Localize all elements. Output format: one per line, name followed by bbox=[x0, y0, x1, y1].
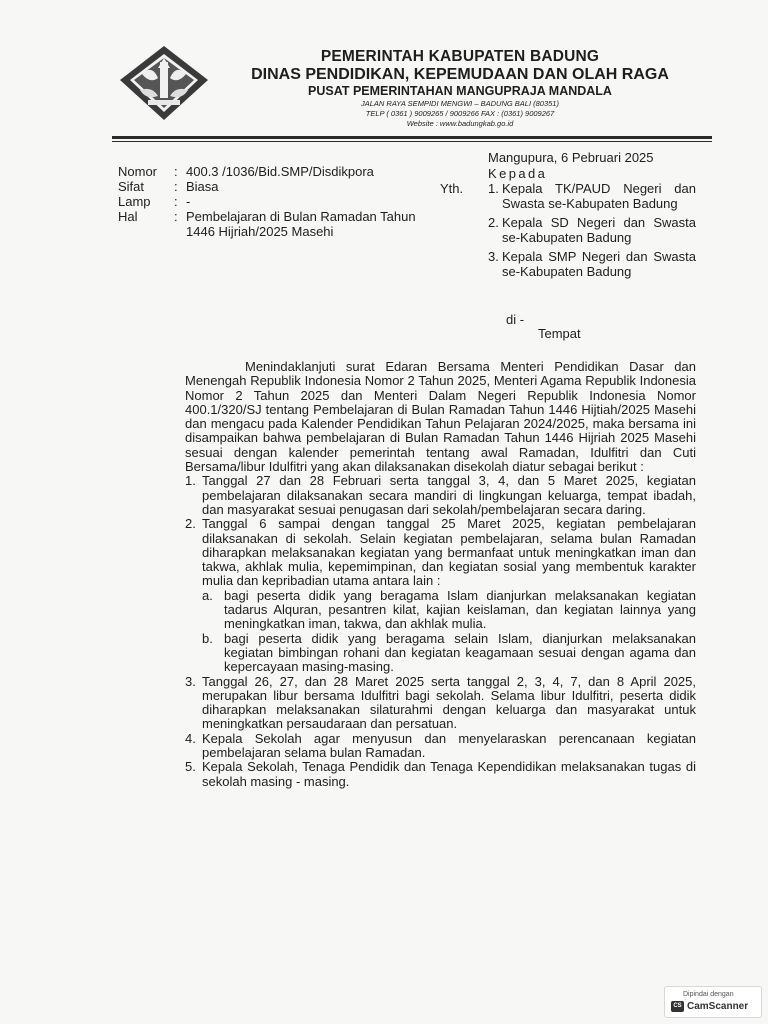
item-text: Tanggal 26, 27, dan 28 Maret 2025 serta tanggal 2, 3, 4, 7, dan 8 April 2025, merupakan libur bersama Idulfitri bagi sekolah. Selama libur Idulfitri, peserta didik diharapkan melaksanakan silaturahmi dengan keluarga dan masyarakat untuk meningkatkan persaudaraan dan persatuan. bbox=[202, 673, 696, 732]
item-number: 1. bbox=[185, 473, 196, 489]
list-item bbox=[185, 675, 696, 732]
meta-value: 400.3 /1036/Bid.SMP/Disdikpora bbox=[186, 164, 374, 179]
letter-meta bbox=[118, 164, 456, 239]
list-item bbox=[488, 215, 696, 245]
list-item bbox=[202, 589, 696, 632]
recipient-number: 1. bbox=[488, 181, 499, 196]
letterhead-government: PEMERINTAH KABUPATEN BADUNG bbox=[320, 48, 600, 65]
meta-key: Nomor bbox=[118, 164, 158, 179]
recipient-number: 2. bbox=[488, 215, 499, 230]
letterhead-phone: TELP ( 0361 ) 9009265 / 9009266 FAX : (0361) 9009267 bbox=[365, 109, 555, 118]
meta-value: Pembelajaran di Bulan Ramadan Tahun 1446 Hijriah/2025 Masehi bbox=[186, 209, 416, 239]
meta-row-nomor bbox=[118, 164, 456, 179]
item-text: Tanggal 6 sampai dengan tanggal 25 Maret 2025, kegiatan pembelajaran dilaksanakan di sekolah. Selain kegiatan pembelajaran, selama bulan Ramadan diharapkan melaksanakan kegiatan yang bermanfaat untuk meningkatkan iman dan takwa, akhlak mulia, kepemimpinan, dan kegiatan sosial yang membentuk karakter mulia dan kepribadian utama antara lain : bbox=[202, 516, 696, 589]
camscanner-icon: CS bbox=[671, 1001, 684, 1012]
recipient-number: 3. bbox=[488, 249, 499, 264]
letterhead-rule-thin bbox=[112, 141, 712, 142]
meta-sep: : bbox=[174, 209, 178, 224]
list-item bbox=[202, 632, 696, 675]
list-item bbox=[488, 181, 696, 211]
meta-row-sifat bbox=[118, 179, 456, 194]
letterhead-rule-thick bbox=[112, 136, 712, 139]
camscanner-badge bbox=[664, 986, 762, 1018]
sub-item-text: bagi peserta didik yang beragama selain Islam, dianjurkan melaksanakan kegiatan bimbingan rohani dan kegiatan keagamaan sesuai dengan agama dan kepercayaan masing-masing. bbox=[224, 630, 696, 675]
kepada-label: Kepada bbox=[488, 166, 548, 181]
item-text: Tanggal 27 dan 28 Februari serta tanggal 3, 4, dan 5 Maret 2025, kegiatan pembelajaran dilaksanakan secara mandiri di lingkungan keluarga, tempat ibadah, dan masyarakat sesuai penugasan dari sekolah/pembelajaran secara daring. bbox=[202, 473, 696, 517]
list-item bbox=[488, 249, 696, 279]
meta-value: Biasa bbox=[186, 179, 219, 194]
camscanner-brand: CamScanner bbox=[687, 1001, 749, 1012]
sub-item-letter: a. bbox=[202, 587, 213, 603]
letterhead-address: JALAN RAYA SEMPIDI MENGWI – BADUNG BALI (80351) bbox=[361, 99, 559, 108]
di-label: di - bbox=[506, 312, 525, 327]
meta-row-hal bbox=[118, 209, 456, 239]
letterhead bbox=[210, 48, 710, 129]
item-number: 4. bbox=[185, 730, 196, 746]
meta-key: Lamp bbox=[118, 194, 151, 209]
letterhead-website: Website : www.badungkab.go.id bbox=[406, 119, 514, 128]
recipient-list bbox=[488, 181, 696, 283]
meta-sep: : bbox=[174, 164, 178, 179]
sub-item-letter: b. bbox=[202, 630, 213, 646]
sub-list bbox=[202, 589, 696, 675]
badung-emblem-icon bbox=[118, 44, 210, 122]
meta-row-lamp bbox=[118, 194, 456, 209]
place-date: Mangupura, 6 Pebruari 2025 bbox=[488, 150, 654, 165]
recipient-text: Kepala TK/PAUD Negeri dan Swasta se-Kabupaten Badung bbox=[502, 181, 696, 211]
item-number: 3. bbox=[185, 673, 196, 689]
sub-item-text: bagi peserta didik yang beragama Islam dianjurkan melaksanakan kegiatan tadarus Alquran, pesantren kilat, kajian keislaman, dan kegiatan lainnya yang meningkatkan iman, takwa, dan akhlak mulia. bbox=[224, 587, 696, 632]
letterhead-center: PUSAT PEMERINTAHAN MANGUPRAJA MANDALA bbox=[308, 84, 612, 98]
meta-value: - bbox=[186, 194, 191, 209]
meta-key: Sifat bbox=[118, 179, 145, 194]
item-text: Kepala Sekolah agar menyusun dan menyelaraskan perencanaan kegiatan pembelajaran selama bulan Ramadan. bbox=[202, 730, 696, 761]
item-number: 2. bbox=[185, 516, 196, 532]
yth-label: Yth. bbox=[440, 181, 464, 196]
item-number: 5. bbox=[185, 759, 196, 775]
list-item bbox=[185, 732, 696, 761]
camscanner-caption: Dipindai dengan bbox=[683, 991, 734, 998]
recipient-text: Kepala SMP Negeri dan Swasta se-Kabupaten Badung bbox=[502, 249, 696, 279]
list-item bbox=[185, 760, 696, 789]
meta-sep: : bbox=[174, 194, 178, 209]
intro-paragraph: Menindaklanjuti surat Edaran Bersama Menteri Pendidikan Dasar dan Menengah Republik Indonesia Nomor 2 Tahun 2025, Menteri Agama Republik Indonesia Nomor 2 Tahun 2025 dan Menteri Dalam Negeri Republik Indonesia Nomor 400.1/320/SJ tentang Pembelajaran di Bulan Ramadan Tahun 1446 Hijtiah/2025 Masehi dan mengacu pada Kalender Pendidikan Tahun Pelajaran 2024/2025, maka bersama ini disampaikan bahwa pembelajaran di Bulan Ramadan Tahun 1446 Hijriah 2025 Masehi sesuai dengan kalender pemerintah tentang awal Ramadan, Idulfitri dan Cuti Bersama/libur Idulfitri yang akan dilaksanakan disekolah diatur sebagai berikut : bbox=[185, 359, 696, 475]
letterhead-department: DINAS PENDIDIKAN, KEPEMUDAAN DAN OLAH RAGA bbox=[251, 66, 669, 83]
instruction-list bbox=[185, 474, 696, 789]
recipient-text: Kepala SD Negeri dan Swasta se-Kabupaten Badung bbox=[502, 215, 696, 245]
list-item bbox=[185, 474, 696, 517]
letter-body bbox=[185, 360, 696, 789]
meta-key: Hal bbox=[118, 209, 138, 224]
item-content bbox=[202, 517, 696, 674]
item-text: Kepala Sekolah, Tenaga Pendidik dan Tenaga Kependidikan melaksanakan tugas di sekolah masing - masing. bbox=[202, 759, 696, 789]
tempat-label: Tempat bbox=[538, 326, 581, 341]
meta-sep: : bbox=[174, 179, 178, 194]
list-item bbox=[185, 517, 696, 674]
